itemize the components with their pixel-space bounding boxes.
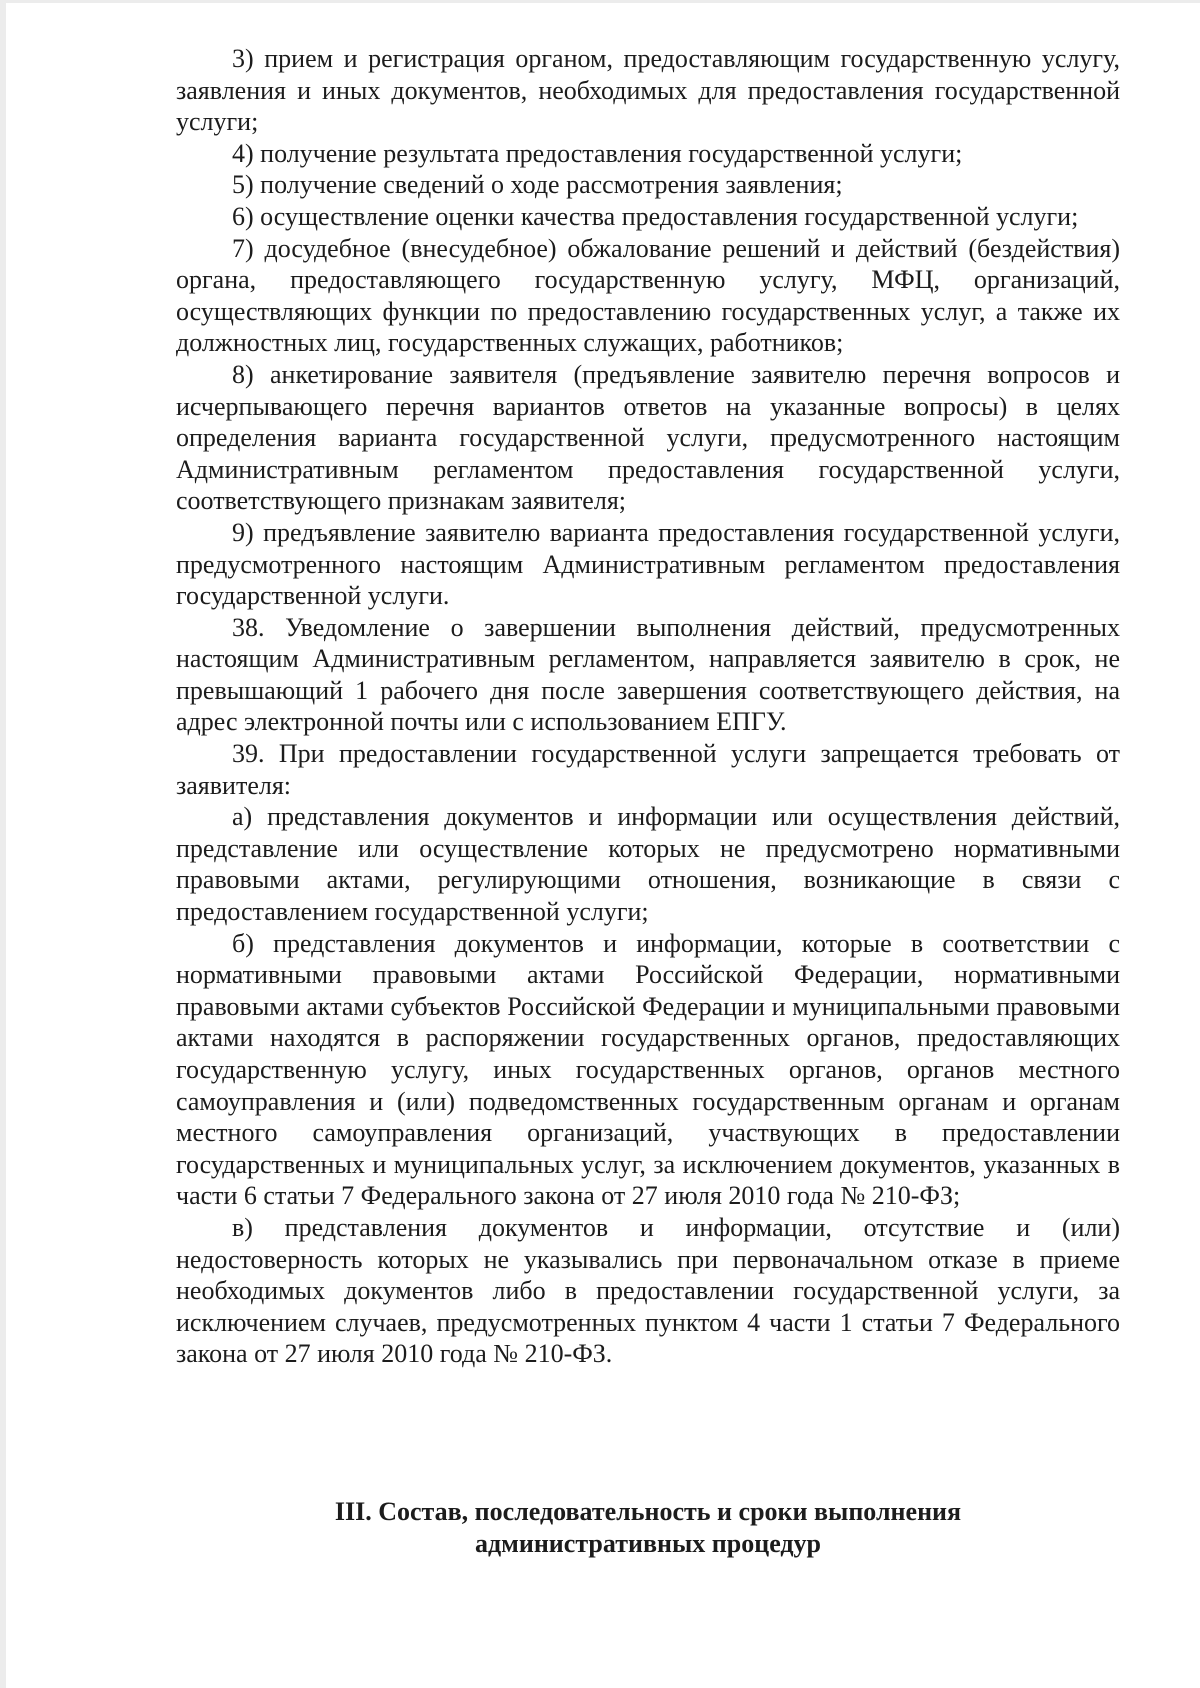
paragraph-subitem-a: а) представления документов и информации или осуществления действий, представление или осуществление которых не предусмотрено нормативными правовыми актами, регулирующими отношения, возникающие в связи с предоставлением государственной услуги; xyxy=(176,802,1120,927)
section-heading-line-2: административных процедур xyxy=(474,1529,822,1558)
paragraph-clause-39: 39. При предоставлении государственной услуги запрещается требовать от заявителя: xyxy=(176,739,1120,800)
document-body xyxy=(176,43,1120,1370)
paragraph-subitem-v: в) представления документов и информации, отсутствие и (или) недостоверность которых не указывались при первоначальном отказе в приеме необходимых документов либо в предоставлении государственной услуги, за исключением случаев, предусмотренных пунктом 4 части 1 статьи 7 Федерального закона от 27 июля 2010 года № 210-ФЗ. xyxy=(176,1212,1120,1369)
paragraph-subitem-b: б) представления документов и информации, которые в соответствии с нормативными правовыми актами Российской Федерации, нормативными правовыми актами субъектов Российской Федерации и муниципальными правовыми актами находятся в распоряжении государственных органов, предоставляющих государственную услугу, иных государственных органов, органов местного самоуправления и (или) подведомственных государственным органам и органам местного самоуправления организаций, участвующих в предоставлении государственных и муниципальных услуг, за исключением документов, указанных в части 6 статьи 7 Федерального закона от 27 июля 2010 года № 210-ФЗ; xyxy=(176,928,1120,1211)
paragraph-item-4: 4) получение результата предоставления государственной услуги; xyxy=(232,138,963,168)
paragraph-item-9: 9) предъявление заявителю варианта предоставления государственной услуги, предусмотренного настоящим Административным регламентом предоставления государственной услуги. xyxy=(176,517,1120,611)
paragraph-item-6: 6) осуществление оценки качества предоставления государственной услуги; xyxy=(232,201,1079,231)
paragraph-item-3: 3) прием и регистрация органом, предоставляющим государственную услугу, заявления и иных документов, необходимых для предоставления государственной услуги; xyxy=(176,44,1120,137)
paragraph-item-5: 5) получение сведений о ходе рассмотрения заявления; xyxy=(232,170,843,200)
paragraph-item-8: 8) анкетирование заявителя (предъявление заявителю перечня вопросов и исчерпывающего перечня вариантов ответов на указанные вопросы) в целях определения варианта государственной услуги, предусмотренного настоящим Административным регламентом предоставления государственной услуги, соответствующего признакам заявителя; xyxy=(176,359,1120,516)
paragraph-clause-38: 38. Уведомление о завершении выполнения действий, предусмотренных настоящим Административным регламентом, направляется заявителю в срок, не превышающий 1 рабочего дня после завершения соответствующего действия, на адрес электронной почты или с использованием ЕПГУ. xyxy=(176,612,1120,737)
paragraph-item-7: 7) досудебное (внесудебное) обжалование решений и действий (бездействия) органа, предоставляющего государственную услугу, МФЦ, организаций, осуществляющих функции по предоставлению государственных услуг, а также их должностных лиц, государственных служащих, работников; xyxy=(176,233,1120,358)
section-heading xyxy=(176,1496,1120,1560)
section-heading-line-1: III. Состав, последовательность и сроки выполнения xyxy=(334,1497,962,1526)
